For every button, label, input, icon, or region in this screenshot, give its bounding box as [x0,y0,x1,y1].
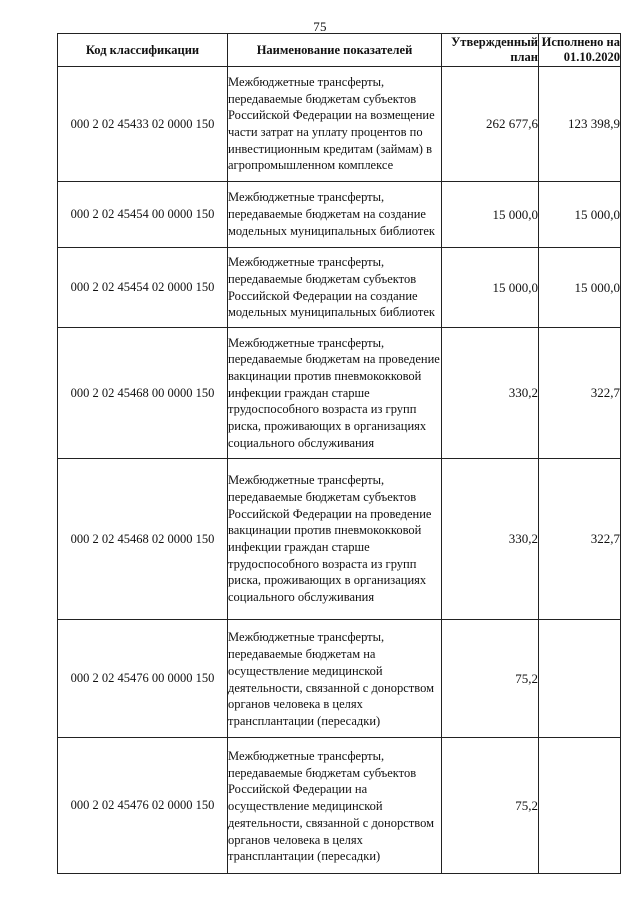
classification-code: 000 2 02 45454 00 0000 150 [58,182,228,248]
table-row [58,738,621,874]
classification-code: 000 2 02 45476 02 0000 150 [58,738,228,874]
executed-amount: 123 398,9 [539,67,621,182]
indicator-name: Межбюджетные трансферты, передаваемые бюджетам на осуществление медицинской деятельности, связанной с донорством органов человека в целях трансплантации (пересадки) [228,620,442,738]
table-row [58,620,621,738]
header-code: Код классификации [58,34,228,67]
indicator-name: Межбюджетные трансферты, передаваемые бюджетам субъектов Российской Федерации на осуществление медицинской деятельности, связанной с донорством органов человека в целях трансплантации (пересадки) [228,738,442,874]
header-name: Наименование показателей [228,34,442,67]
table-header-row [58,34,621,67]
classification-code: 000 2 02 45468 00 0000 150 [58,328,228,459]
page-number: 75 [313,19,327,34]
table-row [58,248,621,328]
approved-plan: 75,2 [442,738,539,874]
table-row [58,182,621,248]
approved-plan: 330,2 [442,328,539,459]
approved-plan: 75,2 [442,620,539,738]
budget-table [57,33,621,874]
table-row [58,459,621,620]
executed-amount: 15 000,0 [539,248,621,328]
executed-amount: 15 000,0 [539,182,621,248]
header-executed: Исполнено на 01.10.2020 [539,34,621,67]
classification-code: 000 2 02 45433 02 0000 150 [58,67,228,182]
classification-code: 000 2 02 45468 02 0000 150 [58,459,228,620]
approved-plan: 15 000,0 [442,248,539,328]
classification-code: 000 2 02 45454 02 0000 150 [58,248,228,328]
approved-plan: 15 000,0 [442,182,539,248]
executed-amount [539,738,621,874]
approved-plan: 330,2 [442,459,539,620]
executed-amount: 322,7 [539,459,621,620]
indicator-name: Межбюджетные трансферты, передаваемые бюджетам на проведение вакцинации против пневмококковой инфекции граждан старше трудоспособного возраста из групп риска, проживающих в организациях социального обслуживания [228,328,442,459]
indicator-name: Межбюджетные трансферты, передаваемые бюджетам субъектов Российской Федерации на проведение вакцинации против пневмококковой инфекции граждан старше трудоспособного возраста из групп риска, проживающих в организациях социального обслуживания [228,459,442,620]
approved-plan: 262 677,6 [442,67,539,182]
header-plan: Утвержденный план [442,34,539,67]
executed-amount: 322,7 [539,328,621,459]
indicator-name: Межбюджетные трансферты, передаваемые бюджетам на создание модельных муниципальных библиотек [228,182,442,248]
table-row [58,67,621,182]
executed-amount [539,620,621,738]
indicator-name: Межбюджетные трансферты, передаваемые бюджетам субъектов Российской Федерации на создание модельных муниципальных библиотек [228,248,442,328]
indicator-name: Межбюджетные трансферты, передаваемые бюджетам субъектов Российской Федерации на возмещение части затрат на уплату процентов по инвестиционным кредитам (займам) в агропромышленном комплексе [228,67,442,182]
table-row [58,328,621,459]
classification-code: 000 2 02 45476 00 0000 150 [58,620,228,738]
